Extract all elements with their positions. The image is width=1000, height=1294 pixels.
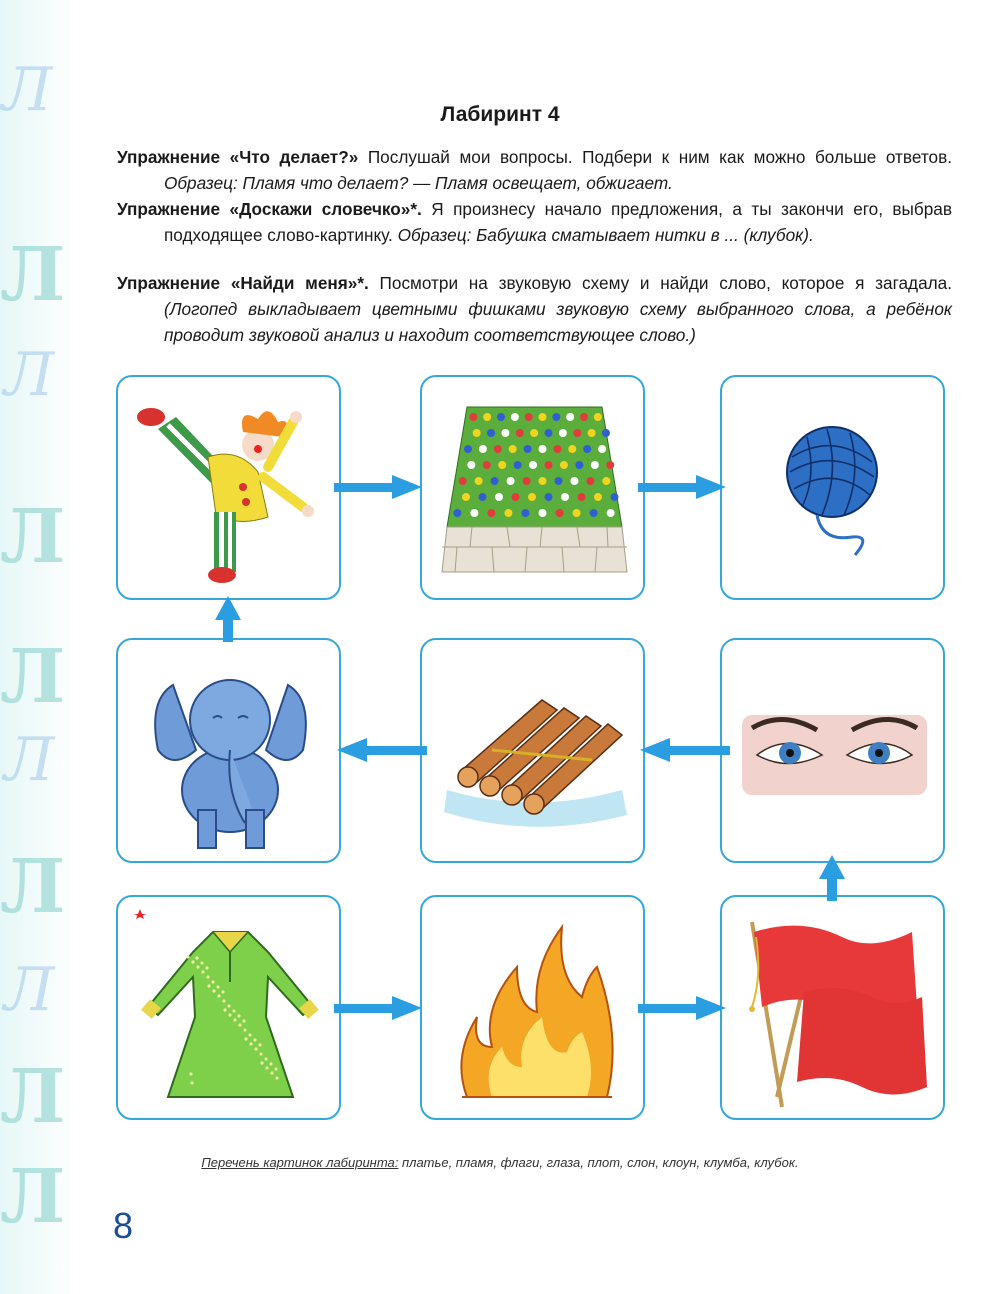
- margin-letter: Л: [0, 494, 66, 580]
- margin-letter: Л: [0, 1054, 66, 1140]
- clown-picture: [118, 377, 343, 602]
- exercise-name: Упражнение «Найди меня»*.: [117, 273, 369, 293]
- exercise-text: Я произнесу начало предложения, а ты закончи его, выбрав подходящее слово-картинку.: [164, 199, 952, 245]
- page-number: 8: [113, 1205, 134, 1246]
- margin-letter: Л: [0, 232, 66, 318]
- card-dress[interactable]: [116, 895, 341, 1120]
- flags-picture: [722, 897, 947, 1122]
- arrow-up-icon: [215, 596, 241, 642]
- raft-picture: [422, 640, 647, 865]
- arrow-right-icon: [334, 475, 424, 499]
- exercise-example: Образец: Бабушка сматывает нитки в ... (клубок).: [397, 225, 814, 245]
- elephant-picture: [118, 640, 343, 865]
- arrow-left-icon: [640, 738, 730, 762]
- arrow-up-icon: [819, 855, 845, 901]
- card-yarn-ball[interactable]: [720, 375, 945, 600]
- flame-picture: [422, 897, 647, 1122]
- exercise-example: (Логопед выкладывает цветными фишками звуковую схему выбранного слова, а ребёнок проводит звуковой анализ и находит соответствующее слово.): [164, 299, 952, 345]
- margin-letter: Л: [0, 1154, 66, 1240]
- margin-decoration: [0, 0, 78, 1294]
- margin-letter: Л: [4, 955, 55, 1025]
- star-icon: [134, 909, 146, 919]
- card-elephant[interactable]: [116, 638, 341, 863]
- arrow-right-icon: [638, 996, 728, 1020]
- margin-letter: Л: [2, 55, 53, 125]
- margin-letter: Л: [4, 340, 55, 410]
- card-raft[interactable]: [420, 638, 645, 863]
- exercise-1: [117, 144, 952, 196]
- card-eyes[interactable]: [720, 638, 945, 863]
- margin-letter: Л: [0, 634, 66, 720]
- dress-picture: [118, 897, 343, 1122]
- arrow-right-icon: [638, 475, 728, 499]
- caption-text: платье, пламя, флаги, глаза, плот, слон, клоун, клумба, клубок.: [398, 1155, 799, 1170]
- card-flame[interactable]: [420, 895, 645, 1120]
- arrow-left-icon: [337, 738, 427, 762]
- exercise-3: [117, 270, 952, 348]
- card-flags[interactable]: [720, 895, 945, 1120]
- exercise-name: Упражнение «Доскажи словечко»*.: [117, 199, 422, 219]
- caption-label: Перечень картинок лабиринта:: [201, 1155, 399, 1170]
- card-clown[interactable]: [116, 375, 341, 600]
- arrow-right-icon: [334, 996, 424, 1020]
- yarn-ball-picture: [722, 377, 947, 602]
- flowerbed-picture: [422, 377, 647, 602]
- exercise-name: Упражнение «Что делает?»: [117, 147, 359, 167]
- exercise-text: Послушай мои вопросы. Подбери к ним как можно больше ответов.: [358, 147, 952, 167]
- page-title: Лабиринт 4: [440, 103, 560, 126]
- picture-list-caption: [0, 1155, 1000, 1170]
- exercise-text: Посмотри на звуковую схему и найди слово, которое я загадала.: [368, 273, 952, 293]
- exercise-2: [117, 196, 952, 248]
- margin-letter: Л: [4, 725, 55, 795]
- eyes-picture: [722, 640, 947, 865]
- exercise-example: Образец: Пламя что делает? — Пламя освещает, обжигает.: [164, 173, 673, 193]
- card-flowerbed[interactable]: [420, 375, 645, 600]
- margin-letter: Л: [0, 844, 66, 930]
